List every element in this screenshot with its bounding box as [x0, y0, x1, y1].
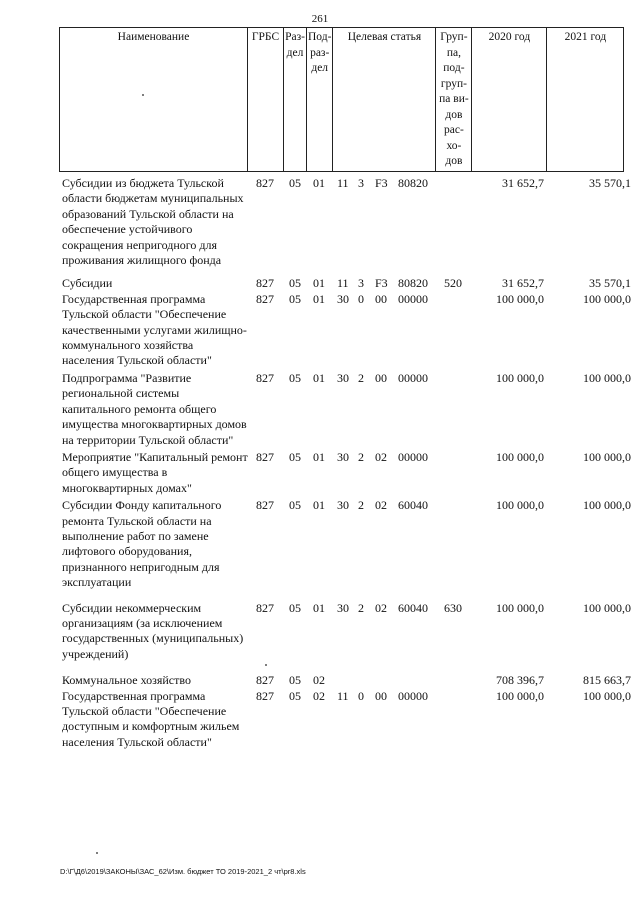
- row-target-direction: 60040: [398, 600, 428, 615]
- table-row: [59, 276, 631, 291]
- row-grbs: 827: [256, 291, 274, 306]
- row-grbs: 827: [256, 498, 274, 513]
- row-2021: 100 000,0: [583, 600, 631, 615]
- row-target-event: 00: [375, 370, 387, 385]
- row-group: 520: [444, 276, 462, 291]
- row-podrazdel: 01: [313, 276, 325, 291]
- table-row: [59, 498, 631, 590]
- row-target-program: 11: [337, 176, 349, 190]
- row-podrazdel: 02: [313, 688, 325, 703]
- row-name: Государственная программа Тульской области "Обеспечение качественными услугами жилищно-коммунального хозяйства населения Тульской области": [62, 291, 247, 368]
- row-razdel: 05: [289, 688, 301, 703]
- row-target-event: F3: [375, 276, 388, 291]
- table-row: [59, 292, 631, 369]
- row-target-subprogram: 2: [358, 600, 364, 615]
- row-target-event: 02: [375, 449, 387, 464]
- row-razdel: 05: [289, 498, 301, 513]
- row-razdel: 05: [289, 291, 301, 306]
- row-target-event: F3: [375, 176, 388, 190]
- scan-dot: [96, 852, 98, 854]
- table-row: [59, 601, 631, 663]
- row-target-program: 11: [337, 688, 349, 703]
- row-2020: 100 000,0: [496, 498, 544, 513]
- row-2021: 815 663,7: [583, 673, 631, 688]
- header-podrazdel: Под- раз- дел: [307, 28, 333, 172]
- row-target-event: 02: [375, 498, 387, 513]
- row-target-direction: 00000: [398, 291, 428, 306]
- row-2021: 35 570,1: [589, 176, 631, 190]
- row-razdel: 05: [289, 673, 301, 688]
- row-grbs: 827: [256, 449, 274, 464]
- row-target-program: 11: [337, 276, 349, 291]
- row-target-subprogram: 0: [358, 688, 364, 703]
- row-2020: 100 000,0: [496, 449, 544, 464]
- row-2021: 100 000,0: [583, 498, 631, 513]
- table-header: [59, 27, 624, 172]
- header-name: Наименование: [60, 28, 248, 172]
- row-podrazdel: 01: [313, 600, 325, 615]
- row-razdel: 05: [289, 449, 301, 464]
- row-2021: 100 000,0: [583, 370, 631, 385]
- table-row: [59, 176, 631, 268]
- header-razdel: Раз- дел: [284, 28, 307, 172]
- scan-dot: [142, 94, 144, 96]
- row-podrazdel: 01: [313, 370, 325, 385]
- row-2020: 100 000,0: [496, 688, 544, 703]
- row-target-event: 02: [375, 600, 387, 615]
- row-grbs: 827: [256, 688, 274, 703]
- row-target-program: 30: [337, 600, 349, 615]
- header-2020: 2020 год: [472, 28, 547, 172]
- row-name: Коммунальное хозяйство: [62, 673, 191, 688]
- row-razdel: 05: [289, 276, 301, 291]
- row-target-subprogram: 2: [358, 370, 364, 385]
- table-row: [59, 450, 631, 496]
- row-razdel: 05: [289, 370, 301, 385]
- row-2020: 31 652,7: [502, 176, 544, 190]
- header-target: Целевая статья: [333, 28, 436, 172]
- header-2021: 2021 год: [547, 28, 624, 172]
- row-target-program: 30: [337, 291, 349, 306]
- row-grbs: 827: [256, 600, 274, 615]
- row-target-subprogram: 3: [358, 176, 364, 190]
- row-2020: 708 396,7: [496, 673, 544, 688]
- row-name: Субсидии Фонду капитального ремонта Тульской области на выполнение работ по замене лифтового оборудования, признанного непригодным для эксплуатации: [62, 498, 222, 590]
- row-target-direction: 00000: [398, 449, 428, 464]
- page-number: 261: [311, 13, 329, 25]
- table-row: [59, 673, 631, 688]
- row-podrazdel: 01: [313, 291, 325, 306]
- row-2020: 100 000,0: [496, 291, 544, 306]
- row-grbs: 827: [256, 176, 274, 190]
- row-target-program: 30: [337, 449, 349, 464]
- row-razdel: 05: [289, 176, 301, 190]
- row-grbs: 827: [256, 370, 274, 385]
- row-2021: 100 000,0: [583, 449, 631, 464]
- row-target-direction: 80820: [398, 276, 428, 291]
- row-2021: 100 000,0: [583, 688, 631, 703]
- row-name: Субсидии: [62, 276, 113, 291]
- row-target-subprogram: 2: [358, 498, 364, 513]
- row-name: Субсидии из бюджета Тульской области бюджетам муниципальных образований Тульской области на обеспечение устойчивого сокращения непригодного для проживания жилищного фонда: [62, 176, 244, 268]
- row-2021: 35 570,1: [589, 276, 631, 291]
- row-target-direction: 60040: [398, 498, 428, 513]
- row-target-subprogram: 2: [358, 449, 364, 464]
- row-podrazdel: 01: [313, 176, 325, 190]
- row-2020: 100 000,0: [496, 600, 544, 615]
- row-grbs: 827: [256, 673, 274, 688]
- row-target-direction: 00000: [398, 688, 428, 703]
- row-target-event: 00: [375, 688, 387, 703]
- row-podrazdel: 01: [313, 449, 325, 464]
- row-target-program: 30: [337, 498, 349, 513]
- row-2020: 100 000,0: [496, 370, 544, 385]
- row-target-subprogram: 3: [358, 276, 364, 291]
- row-2020: 31 652,7: [502, 276, 544, 291]
- row-group: 630: [444, 600, 462, 615]
- row-target-event: 00: [375, 291, 387, 306]
- row-name: Субсидии некоммерческим организациям (за исключением государственных (муниципальных) учреждений): [62, 600, 244, 661]
- row-2021: 100 000,0: [583, 291, 631, 306]
- scan-dot: [265, 664, 267, 666]
- row-target-subprogram: 0: [358, 291, 364, 306]
- row-target-program: 30: [337, 370, 349, 385]
- table-row: [59, 371, 631, 448]
- header-grbs: ГРБС: [248, 28, 284, 172]
- row-name: Государственная программа Тульской области "Обеспечение доступным и комфортным жильем населения Тульской области": [62, 688, 240, 749]
- row-podrazdel: 02: [313, 673, 325, 688]
- table-row: [59, 689, 631, 751]
- header-group: Груп- па, под- груп- па ви- дов рас- хо- дов: [436, 28, 472, 172]
- row-name: Мероприятие "Капитальный ремонт общего имущества в многоквартирных домах": [62, 449, 248, 495]
- row-name: Подпрограмма "Развитие региональной системы капитального ремонта общего имущества многоквартирных домов на территории Тульской области": [62, 370, 247, 447]
- row-podrazdel: 01: [313, 498, 325, 513]
- row-razdel: 05: [289, 600, 301, 615]
- row-grbs: 827: [256, 276, 274, 291]
- row-target-direction: 80820: [398, 176, 428, 190]
- row-target-direction: 00000: [398, 370, 428, 385]
- file-path-footer: D:\Г\Д6\2019\ЗАКОНЫ\ЗАС_62\Изм. бюджет ТО 2019-2021_2 чт\pr8.xls: [60, 867, 306, 876]
- table-body: [59, 176, 631, 750]
